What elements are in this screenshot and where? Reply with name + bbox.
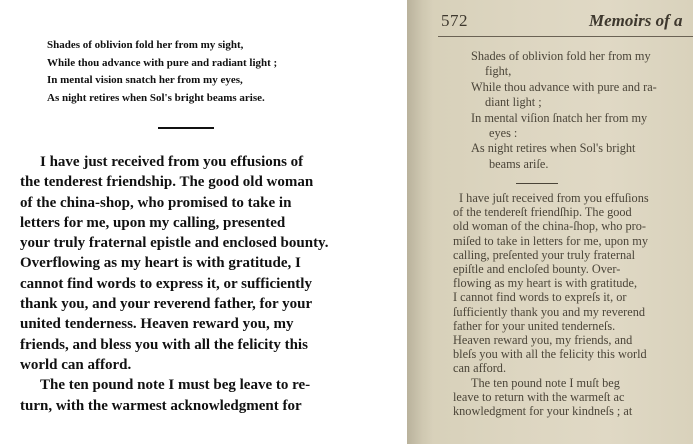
header-rule — [438, 36, 693, 37]
running-head: Memoirs of a — [589, 11, 683, 30]
poem-line: beams ariſe. — [489, 156, 549, 171]
text-line: knowledgment for your kindneſs ; at — [453, 404, 633, 419]
section-divider — [158, 127, 214, 129]
poem-line: In mental viſion ſnatch her from my — [471, 110, 648, 125]
page-number: 572 — [441, 11, 468, 30]
text-line: of the tendereſt friendſhip. The good — [453, 205, 632, 220]
poem-line: eyes : — [489, 126, 518, 141]
text-line: Overflowing as my heart is with gratitude, I — [20, 255, 301, 272]
text-line: ſufficiently thank you and my reverend — [453, 304, 646, 319]
poem-line: In mental vision snatch her from my eyes, — [47, 74, 243, 86]
text-line: friends, and bless you with all the felicity this — [20, 336, 308, 353]
letter-text — [453, 191, 686, 418]
pane-divider — [400, 0, 407, 444]
text-line: leave to return with the warmeſt ac — [453, 389, 625, 404]
scanned-page — [407, 0, 693, 444]
text-line: old woman of the china-ſhop, who pro- — [453, 219, 646, 234]
poem-line: diant light ; — [485, 95, 542, 110]
text-line: your truly fraternal epistle and enclosed bounty. — [20, 235, 329, 252]
text-line: The ten pound note I muſt beg — [471, 375, 620, 390]
text-line: united tenderness. Heaven reward you, my — [20, 316, 294, 333]
text-line: turn, with the warmest acknowledgment for — [20, 397, 302, 414]
poem-line: While thou advance with pure and radiant light ; — [47, 56, 278, 69]
text-line: I cannot find words to expreſs it, or — [453, 290, 627, 305]
poem-line: While thou advance with pure and ra- — [471, 79, 657, 94]
text-line: world can afford. — [20, 356, 132, 373]
text-line: The ten pound note I must beg leave to re- — [40, 377, 311, 394]
text-line: flowing as my heart is with gratitude, — [453, 276, 638, 291]
poem-verse — [47, 37, 277, 107]
text-line: Heaven reward you, my friends, and — [453, 333, 633, 348]
text-line: bleſs you with all the felicity this world — [453, 347, 647, 362]
text-line: thank you, and your reverend father, for your — [20, 296, 313, 313]
text-line: the tenderest friendship. The good old woman — [20, 174, 314, 191]
poem-line: Shades of oblivion fold her from my — [471, 49, 651, 63]
text-line: epiſtle and encloſed bounty. Over- — [453, 262, 621, 277]
section-divider — [516, 183, 558, 184]
poem-line: As night retires when Sol's bright — [471, 141, 636, 156]
text-line: miſed to take in letters for me, upon my — [453, 233, 648, 248]
text-line: calling, preſented your truly fraternal — [453, 247, 635, 262]
letter-text — [20, 152, 365, 416]
text-line: cannot find words to express it, or sufficiently — [20, 275, 312, 292]
text-line: letters for me, upon my calling, presented — [20, 214, 286, 231]
text-line: can afford. — [453, 361, 507, 376]
poem-verse — [471, 49, 657, 172]
text-line: of the china-shop, who promised to take in — [20, 194, 292, 211]
text-line: father for your united tenderneſs. — [453, 318, 616, 333]
text-line: I have juſt received from you effuſions — [459, 191, 649, 205]
text-line: I have just received from you effusions of — [40, 154, 304, 170]
poem-line: As night retires when Sol's bright beams arise. — [47, 91, 265, 104]
poem-line: Shades of oblivion fold her from my sight, — [47, 39, 244, 51]
poem-line: fight, — [485, 64, 512, 79]
